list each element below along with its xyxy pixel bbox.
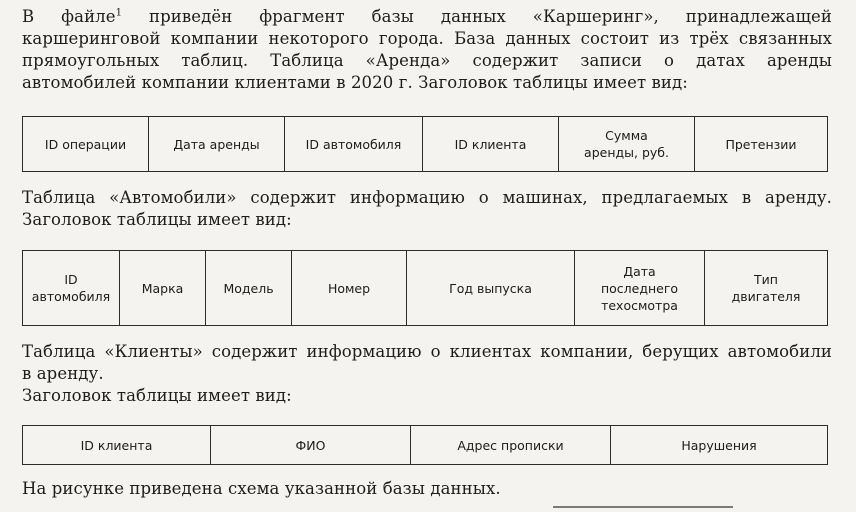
cars-intro-line-2: Заголовок таблицы имеет вид: — [22, 210, 292, 229]
intro-line-3: прямоугольных таблиц. Таблица «Аренда» содержит записи о датах аренды — [22, 51, 832, 70]
intro-paragraph — [22, 6, 832, 94]
cars-table-header — [22, 250, 828, 326]
intro-line-4: автомобилей компании клиентами в 2020 г. Заголовок таблицы имеет вид: — [22, 73, 688, 92]
cars-header-cell: Модель — [206, 251, 292, 326]
rent-header-cell: Претензии — [695, 117, 828, 172]
clients-intro-paragraph — [22, 341, 832, 407]
clients-header-cell: Нарушения — [611, 426, 828, 465]
cars-header-cell: Марка — [120, 251, 206, 326]
intro-line-1: В файле$^1$ приведён фрагмент базы данных «Каршеринг», принадлежащей — [22, 7, 832, 26]
footnote-mark: 1 — [115, 7, 123, 19]
cars-header-cell: Номер — [292, 251, 407, 326]
schema-caption-line: На рисунке приведена схема указанной базы данных. — [22, 479, 501, 498]
intro-line-2: каршеринговой компании некоторого города. База данных состоит из трёх связанных — [22, 29, 832, 48]
cars-intro-line-1: Таблица «Автомобили» содержит информацию о машинах, предлагаемых в аренду. — [22, 188, 832, 207]
schema-caption — [22, 478, 832, 500]
clients-header-row — [23, 426, 828, 465]
rent-header-cell: ID автомобиля — [285, 117, 423, 172]
cars-intro-paragraph — [22, 187, 832, 231]
rent-header-cell: Сумма аренды, руб. — [559, 117, 695, 172]
cars-header-row — [23, 251, 828, 326]
schema-figure-edge — [553, 506, 733, 508]
cars-header-cell: Дата последнего техосмотра — [575, 251, 705, 326]
clients-table-header — [22, 425, 828, 465]
clients-header-cell: Адрес прописки — [411, 426, 611, 465]
cars-header-cell: Тип двигателя — [705, 251, 828, 326]
rent-header-cell: ID операции — [23, 117, 149, 172]
clients-header-cell: ФИО — [211, 426, 411, 465]
rent-header-row — [23, 117, 828, 172]
rent-header-cell: Дата аренды — [149, 117, 285, 172]
clients-intro-line-3: Заголовок таблицы имеет вид: — [22, 386, 292, 405]
cars-header-cell: Год выпуска — [407, 251, 575, 326]
cars-header-cell: ID автомобиля — [23, 251, 120, 326]
clients-header-cell: ID клиента — [23, 426, 211, 465]
rent-table-header — [22, 116, 828, 172]
clients-intro-line-2: в аренду. — [22, 364, 104, 383]
rent-header-cell: ID клиента — [423, 117, 559, 172]
clients-intro-line-1: Таблица «Клиенты» содержит информацию о клиентах компании, берущих автомобили — [22, 342, 832, 361]
